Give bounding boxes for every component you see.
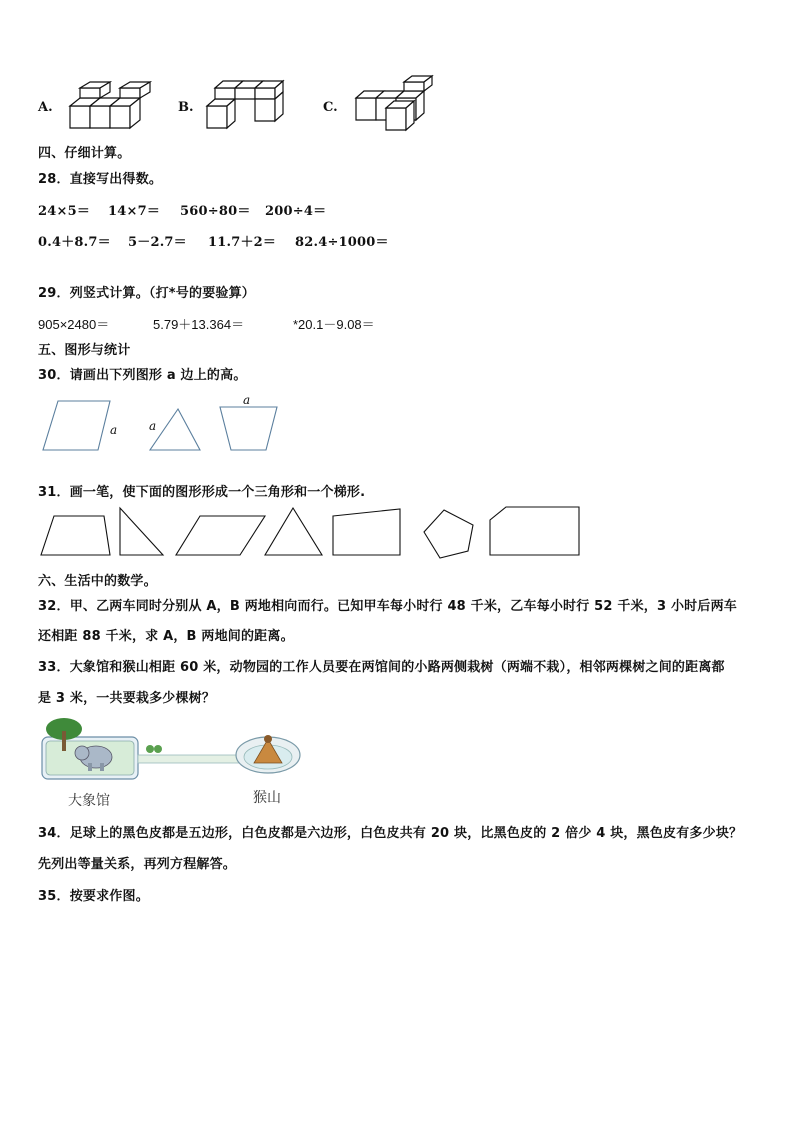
section-6-title: 六、生活中的数学。	[38, 574, 157, 589]
elephant-house-caption: 大象馆	[68, 793, 110, 809]
q31-figures	[38, 503, 588, 559]
q28-item: 14×7＝	[108, 204, 161, 219]
triangle-shape	[265, 508, 322, 555]
trapezoid-shape	[220, 407, 277, 450]
zoo-illustration	[38, 715, 308, 785]
parallelogram-shape	[43, 401, 110, 450]
q28-item: 11.7＋2＝	[208, 235, 277, 250]
question-33-line2: 是 3 米，一共要栽多少棵树？	[38, 691, 216, 706]
trapezoid-shape	[41, 516, 110, 555]
elephant-house-icon	[42, 718, 138, 779]
parallelogram-shape	[176, 516, 265, 555]
side-label-a: a	[149, 419, 157, 433]
q30-figures	[40, 395, 290, 457]
question-33-line1: 33．大象馆和猴山相距 60 米，动物园的工作人员要在两馆间的小路两侧栽树（两端不栽），相邻两棵树之间的距离都	[38, 660, 725, 675]
q29-item: 5.79＋13.364＝	[153, 317, 245, 332]
monkey-hill-icon	[236, 735, 300, 773]
q29-item: *20.1－9.08＝	[293, 317, 375, 332]
q28-item: 5－2.7＝	[128, 235, 187, 250]
option-a-label: A.	[38, 100, 53, 115]
section-4-title: 四、仔细计算。	[38, 146, 131, 161]
cube-figure-b	[205, 90, 295, 130]
option-b-label: B.	[178, 100, 194, 115]
question-35-title: 35．按要求作图。	[38, 889, 149, 904]
cube-figure-a	[68, 92, 148, 132]
side-label-a: a	[110, 423, 118, 437]
triangle-shape	[150, 409, 200, 450]
question-32-line2: 还相距 88 千米，求 A，B 两地间的距离。	[38, 629, 294, 644]
question-34-line2: 先列出等量关系，再列方程解答。	[38, 857, 237, 872]
quadrilateral-shape	[333, 509, 400, 555]
pentagon-house-shape	[490, 507, 579, 555]
option-c-label: C.	[323, 100, 338, 115]
q29-item: 905×2480＝	[38, 317, 110, 332]
q28-item: 560÷80＝	[180, 204, 251, 219]
right-triangle-shape	[120, 508, 163, 555]
q28-item: 0.4＋8.7＝	[38, 235, 111, 250]
question-34-line1: 34．足球上的黑色皮都是五边形，白色皮都是六边形，白色皮共有 20 块，比黑色皮的 2 倍少 4 块，黑色皮有多少块？	[38, 826, 743, 841]
q28-item: 24×5＝	[38, 204, 91, 219]
q28-item: 200÷4＝	[265, 204, 327, 219]
cube-figure-c	[354, 90, 439, 132]
q28-item: 82.4÷1000＝	[295, 235, 389, 250]
question-30-title: 30．请画出下列图形 a 边上的高。	[38, 368, 247, 383]
pentagon-shape	[424, 510, 473, 558]
question-32-line1: 32．甲、乙两车同时分别从 A，B 两地相向而行。已知甲车每小时行 48 千米，乙车每小时行 52 千米，3 小时后两车	[38, 599, 737, 614]
side-label-a: a	[243, 393, 251, 407]
monkey-hill-caption: 猴山	[253, 790, 281, 806]
section-5-title: 五、图形与统计	[38, 343, 131, 358]
question-29-title: 29．列竖式计算。（打*号的要验算）	[38, 286, 255, 301]
question-31-title: 31．画一笔，使下面的图形形成一个三角形和一个梯形.	[38, 485, 366, 500]
question-28-title: 28．直接写出得数。	[38, 172, 163, 187]
